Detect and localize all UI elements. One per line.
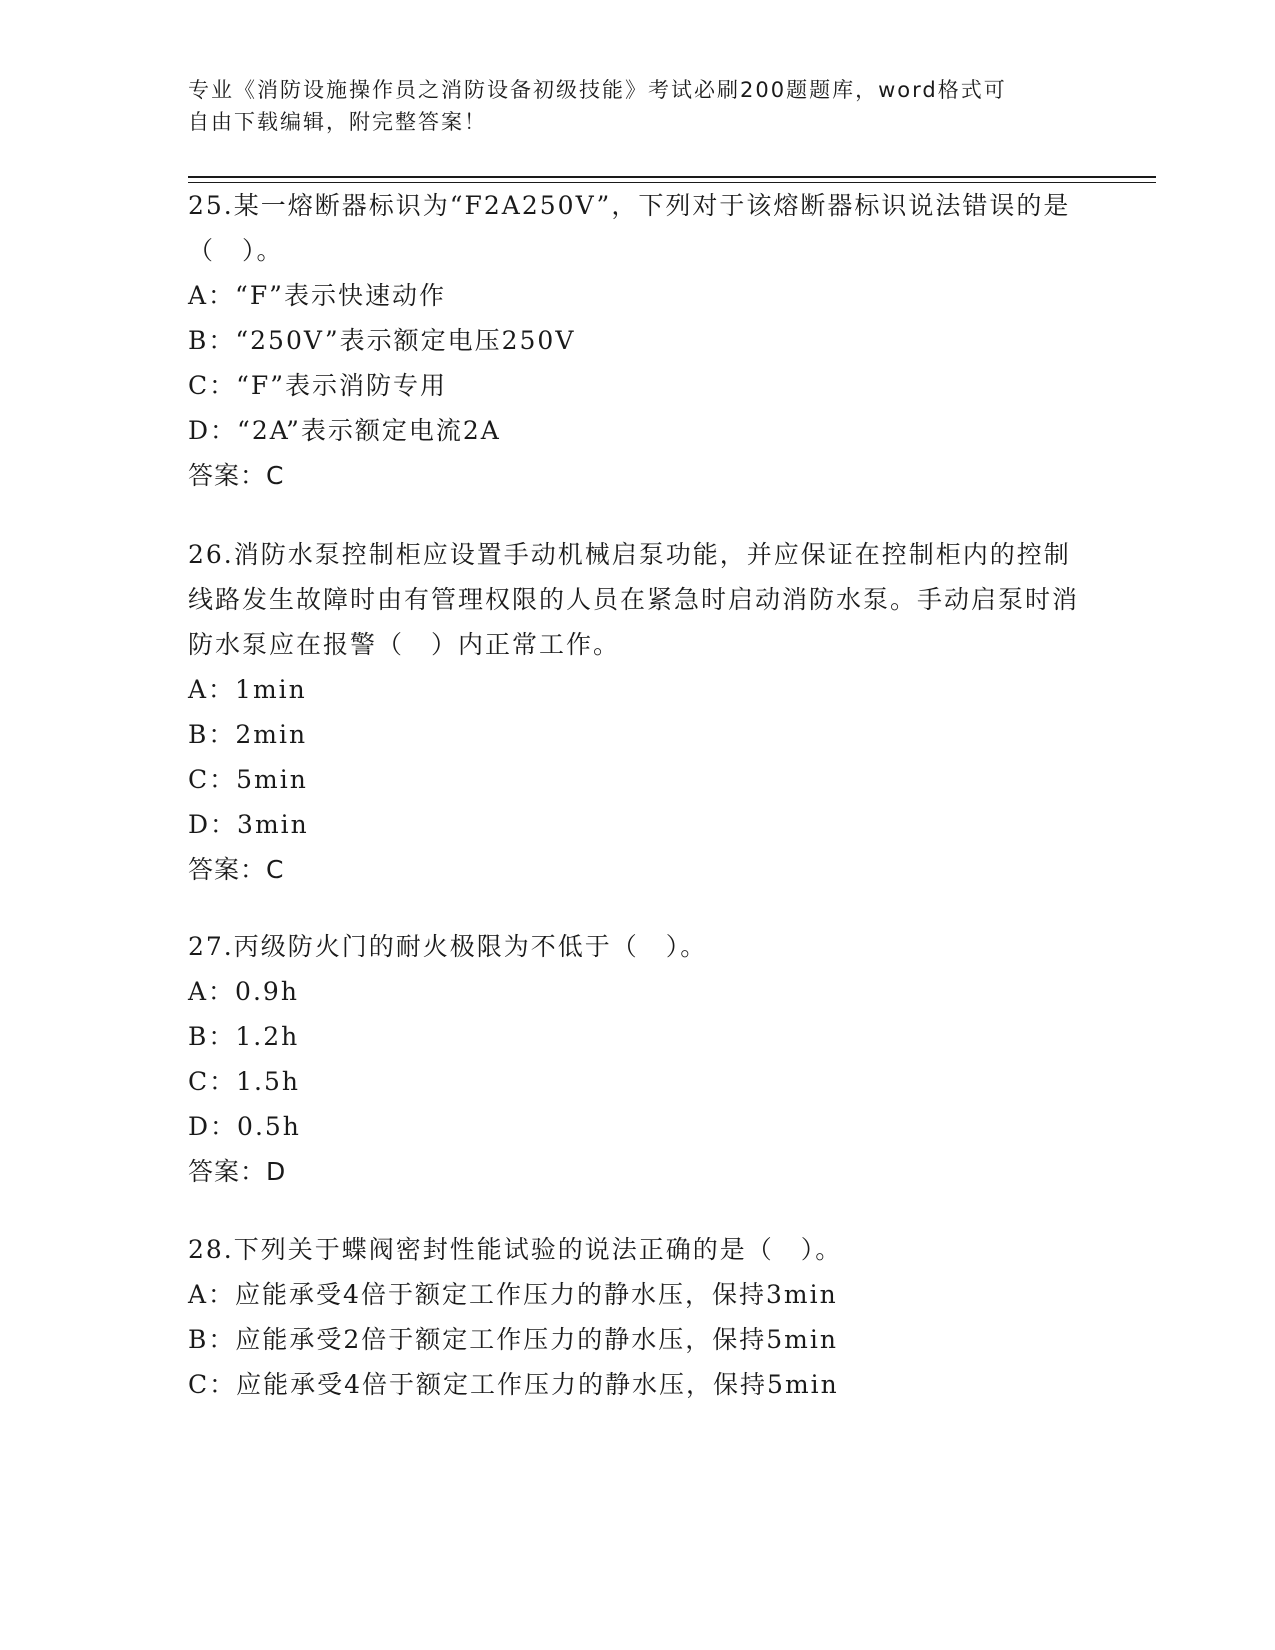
answer-label: 答案：C bbox=[188, 461, 285, 490]
header-line-1: 专业《消防设施操作员之消防设备初级技能》考试必刷200题题库，word格式可 bbox=[188, 78, 1007, 102]
header-line-2: 自由下载编辑，附完整答案！ bbox=[188, 110, 487, 134]
option-c: C：1.5h bbox=[188, 1067, 300, 1096]
option-a: A：“F”表示快速动作 bbox=[188, 281, 446, 310]
answer-label: 答案：C bbox=[188, 855, 285, 884]
question-25 bbox=[188, 183, 1088, 498]
option-b: B：“250V”表示额定电压250V bbox=[188, 326, 576, 355]
option-c: C：应能承受4倍于额定工作压力的静水压，保持5min bbox=[188, 1370, 839, 1399]
option-c: C：“F”表示消防专用 bbox=[188, 371, 448, 400]
option-a: A：应能承受4倍于额定工作压力的静水压，保持3min bbox=[188, 1280, 838, 1309]
question-stem: 26.消防水泵控制柜应设置手动机械启泵功能，并应保证在控制柜内的控制线路发生故障时由有管理权限的人员在紧急时启动消防水泵。手动启泵时消防水泵应在报警（ ）内正常工作。 bbox=[188, 540, 1080, 659]
question-stem: 27.丙级防火门的耐火极限为不低于（ ）。 bbox=[188, 932, 708, 961]
option-a: A：1min bbox=[188, 675, 307, 704]
option-d: D：“2A”表示额定电流2A bbox=[188, 416, 501, 445]
header-divider-thick bbox=[188, 176, 1156, 178]
option-b: B：应能承受2倍于额定工作压力的静水压，保持5min bbox=[188, 1325, 838, 1354]
question-26 bbox=[188, 532, 1088, 892]
answer-label: 答案：D bbox=[188, 1157, 287, 1186]
question-27 bbox=[188, 924, 1088, 1194]
option-d: D：3min bbox=[188, 810, 309, 839]
document-header bbox=[188, 74, 1068, 138]
question-28 bbox=[188, 1227, 1088, 1407]
option-d: D：0.5h bbox=[188, 1112, 301, 1141]
option-c: C：5min bbox=[188, 765, 308, 794]
option-b: B：2min bbox=[188, 720, 308, 749]
question-stem: 28.下列关于蝶阀密封性能试验的说法正确的是（ ）。 bbox=[188, 1235, 843, 1264]
option-a: A：0.9h bbox=[188, 977, 299, 1006]
option-b: B：1.2h bbox=[188, 1022, 300, 1051]
question-stem: 25.某一熔断器标识为“F2A250V”，下列对于该熔断器标识说法错误的是（ ）。 bbox=[188, 191, 1071, 265]
